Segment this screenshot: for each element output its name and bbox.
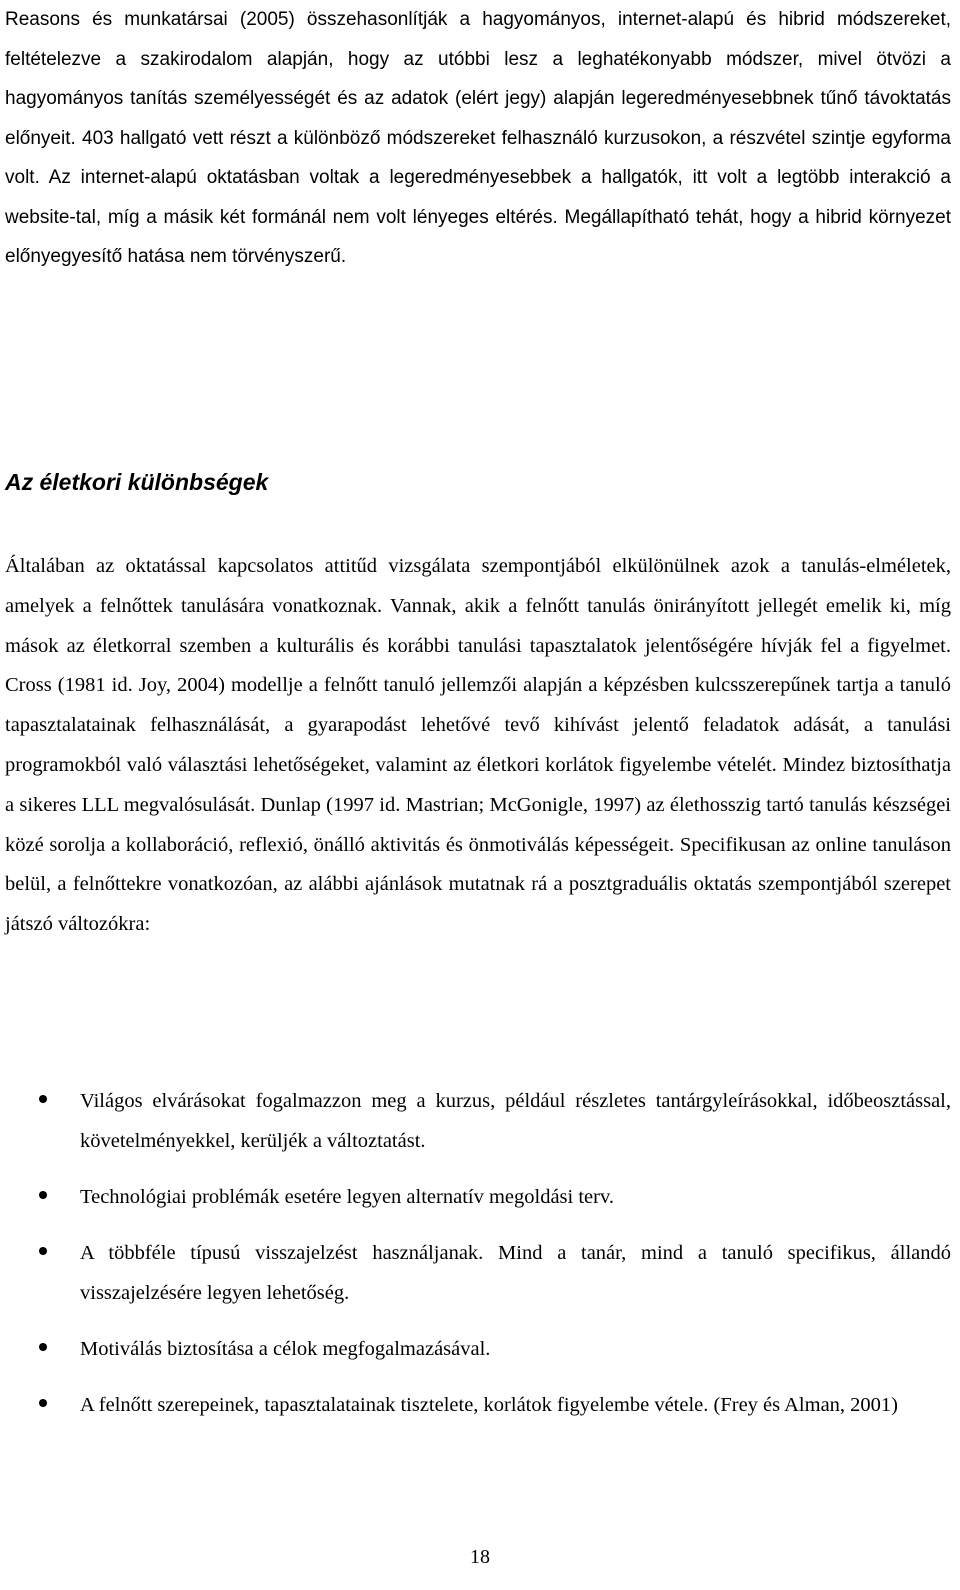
bullet-icon <box>39 1191 47 1199</box>
list-item <box>0 1233 951 1313</box>
page-number: 18 <box>470 1546 490 1568</box>
bullet-icon <box>39 1399 47 1407</box>
list-item <box>0 1081 951 1161</box>
recommendation-list <box>0 1081 951 1441</box>
list-item-text: Világos elvárásokat fogalmazzon meg a kurzus, például részletes tantárgyleírásokkal, időbeosztással, követelményekkel, kerüljék a változtatást. <box>80 1090 951 1152</box>
bullet-icon <box>39 1343 47 1351</box>
list-item <box>0 1177 951 1217</box>
list-item <box>0 1329 951 1369</box>
list-item <box>0 1385 951 1425</box>
paragraph-body: Általában az oktatással kapcsolatos attitűd vizsgálata szempontjából elkülönülnek azok a tanulás-elméletek, amelyek a felnőttek tanulására vonatkoznak. Vannak, akik a felnőtt tanulás önirányított jellegét emelik ki, míg mások az életkorral szemben a kulturális és korábbi tanulási tapasztalatok jelentőségére hívják fel a figyelmet. Cross (1981 id. Joy, 2004) modellje a felnőtt tanuló jellemzői alapján a képzésben kulcsszerepűnek tartja a tanuló tapasztalatainak felhasználását, a gyarapodást lehetővé tevő kihívást jelentő feladatok adását, a tanulási programokból való választási lehetőségeket, valamint az életkori korlátok figyelembe vételét. Mindez biztosíthatja a sikeres LLL megvalósulását. Dunlap (1997 id. Mastrian; McGonigle, 1997) az élethosszig tartó tanulás készségei közé sorolja a kollaboráció, reflexió, önálló aktivitás és önmotiválás képességeit. Specifikusan az online tanuláson belül, a felnőttekre vonatkozóan, az alábbi ajánlások mutatnak rá a posztgraduális oktatás szempontjából szerepet játszó változókra: <box>5 555 951 936</box>
bullet-icon <box>39 1095 47 1103</box>
list-item-text: Technológiai problémák esetére legyen alternatív megoldási terv. <box>80 1186 615 1208</box>
list-item-text: A többféle típusú visszajelzést használjanak. Mind a tanár, mind a tanuló specifikus, állandó visszajelzésére legyen lehetőség. <box>80 1242 951 1304</box>
section-heading: Az életkori különbségek <box>5 469 269 495</box>
paragraph-intro: Reasons és munkatársai (2005) összehasonlítják a hagyományos, internet-alapú és hibrid módszereket, feltételezve a szakirodalom alapján, hogy az utóbbi lesz a leghatékonyabb módszer, mivel ötvözi a hagyományos tanítás személyességét és az adatok (elért jegy) alapján legeredményesebbnek tűnő távoktatás előnyeit. 403 hallgató vett részt a különböző módszereket felhasználó kurzusokon, a részvétel szintje egyforma volt. Az internet-alapú oktatásban voltak a legeredményesebbek a hallgatók, itt volt a legtöbb interakció a website-tal, míg a másik két formánál nem volt lényeges eltérés. Megállapítható tehát, hogy a hibrid környezet előnyegyesítő hatása nem törvényszerű. <box>5 9 951 267</box>
bullet-icon <box>39 1247 47 1255</box>
list-item-text: Motiválás biztosítása a célok megfogalmazásával. <box>80 1338 491 1360</box>
list-item-text: A felnőtt szerepeinek, tapasztalatainak tisztelete, korlátok figyelembe vétele. (Frey és Alman, 2001) <box>80 1394 898 1416</box>
